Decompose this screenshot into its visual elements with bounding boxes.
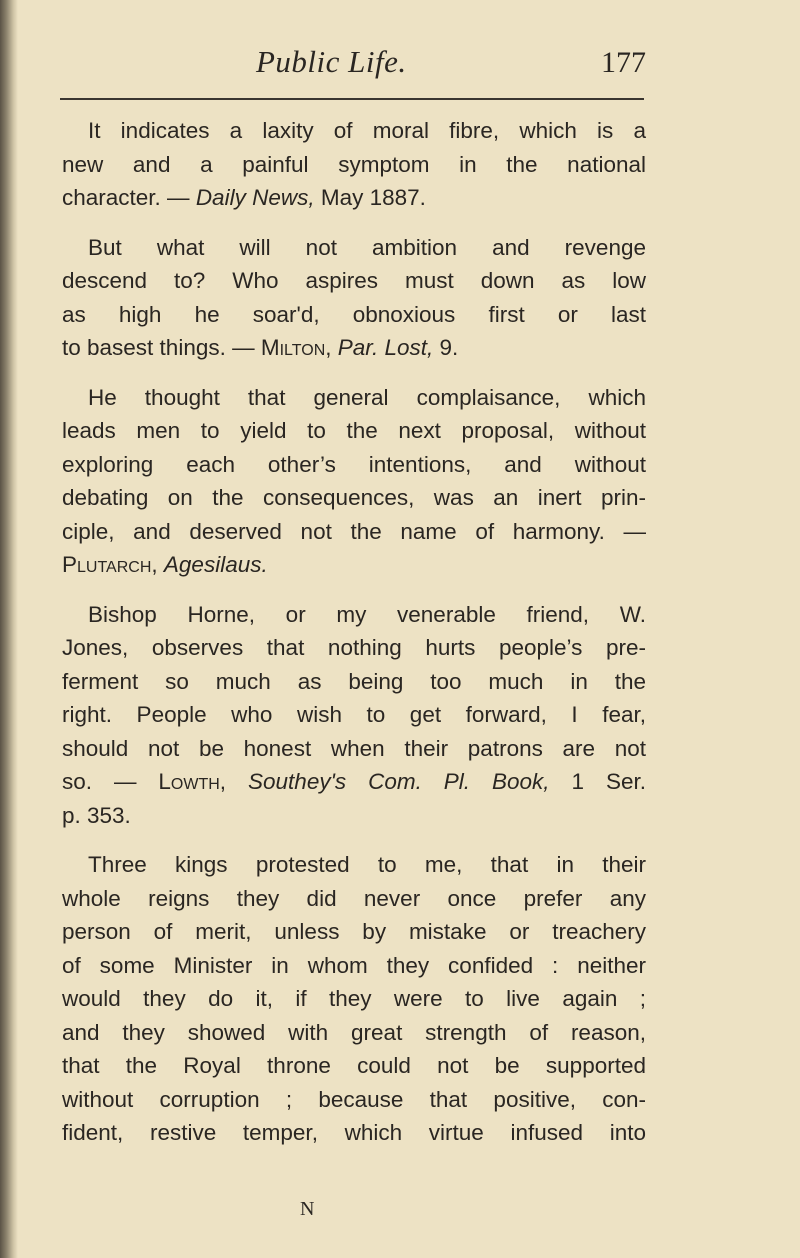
attribution-line xyxy=(62,181,646,215)
text-fragment: character. — xyxy=(62,185,196,210)
author-name: Milton, xyxy=(260,335,332,360)
text-line: leads men to yield to the next proposal, without xyxy=(62,418,646,443)
page-number: 177 xyxy=(601,46,646,79)
text-line: would they do it, if they were to live again ; xyxy=(62,986,646,1011)
text-fragment: 1 Ser. xyxy=(549,769,646,794)
text-line: But what will not ambition and revenge xyxy=(88,234,646,260)
text-line: ciple, and deserved not the name of harmony. — xyxy=(62,518,646,544)
text-line: should not be honest when their patrons are not xyxy=(62,735,646,761)
source-title: Southey's Com. Pl. Book, xyxy=(248,769,550,794)
book-spine-shadow xyxy=(0,0,18,1258)
quotation-paragraph xyxy=(62,114,646,215)
text-line: fident, restive temper, which virtue infused into xyxy=(62,1120,646,1145)
text-line: new and a painful symptom in the national xyxy=(62,151,646,177)
signature-mark: N xyxy=(300,1198,315,1220)
text-fragment: May 1887. xyxy=(314,185,426,210)
text-line: debating on the consequences, was an inert prin- xyxy=(62,485,646,510)
attribution-line xyxy=(62,331,646,365)
page-body xyxy=(62,114,646,1150)
text-line: Bishop Horne, or my venerable friend, W. xyxy=(88,601,646,627)
text-line: descend to? Who aspires must down as low xyxy=(62,268,646,293)
attribution-line xyxy=(62,765,646,799)
text-line: It indicates a laxity of moral fibre, which is a xyxy=(88,118,646,143)
text-line: without corruption ; because that positive, con- xyxy=(62,1086,646,1112)
text-line: that the Royal throne could not be supported xyxy=(62,1053,646,1078)
text-fragment: 9. xyxy=(433,335,459,360)
author-name: Plutarch, xyxy=(62,552,158,577)
text-line: He thought that general complaisance, which xyxy=(88,384,646,410)
quotation-paragraph xyxy=(62,598,646,833)
running-title: Public Life. xyxy=(256,44,407,79)
source-title: Agesilaus. xyxy=(163,552,268,577)
text-line: exploring each other’s intentions, and without xyxy=(62,451,646,477)
source-title: Daily News, xyxy=(195,185,315,210)
text-fragment: to basest things. — xyxy=(62,335,261,360)
text-line: whole reigns they did never once prefer any xyxy=(62,885,646,911)
quotation-paragraph xyxy=(62,381,646,582)
page-header xyxy=(60,38,646,88)
attribution-line xyxy=(62,548,646,582)
text-line: person of merit, unless by mistake or treachery xyxy=(62,919,646,944)
text-fragment: so. — xyxy=(62,769,159,794)
text-line: as high he soar'd, obnoxious first or last xyxy=(62,301,646,327)
text-line: of some Minister in whom they confided : neither xyxy=(62,952,646,978)
quotation-paragraph xyxy=(62,848,646,1150)
source-title: Par. Lost, xyxy=(337,335,434,360)
quotation-paragraph xyxy=(62,231,646,365)
header-rule xyxy=(60,98,644,100)
text-line: ferment so much as being too much in the xyxy=(62,668,646,694)
author-name: Lowth, xyxy=(158,769,227,794)
text-line: right. People who wish to get forward, I fear, xyxy=(62,702,646,727)
page-reference: p. 353. xyxy=(62,802,131,828)
text-line: Three kings protested to me, that in their xyxy=(88,852,646,877)
text-line: and they showed with great strength of reason, xyxy=(62,1019,646,1045)
text-line: Jones, observes that nothing hurts people’s pre- xyxy=(62,635,646,660)
